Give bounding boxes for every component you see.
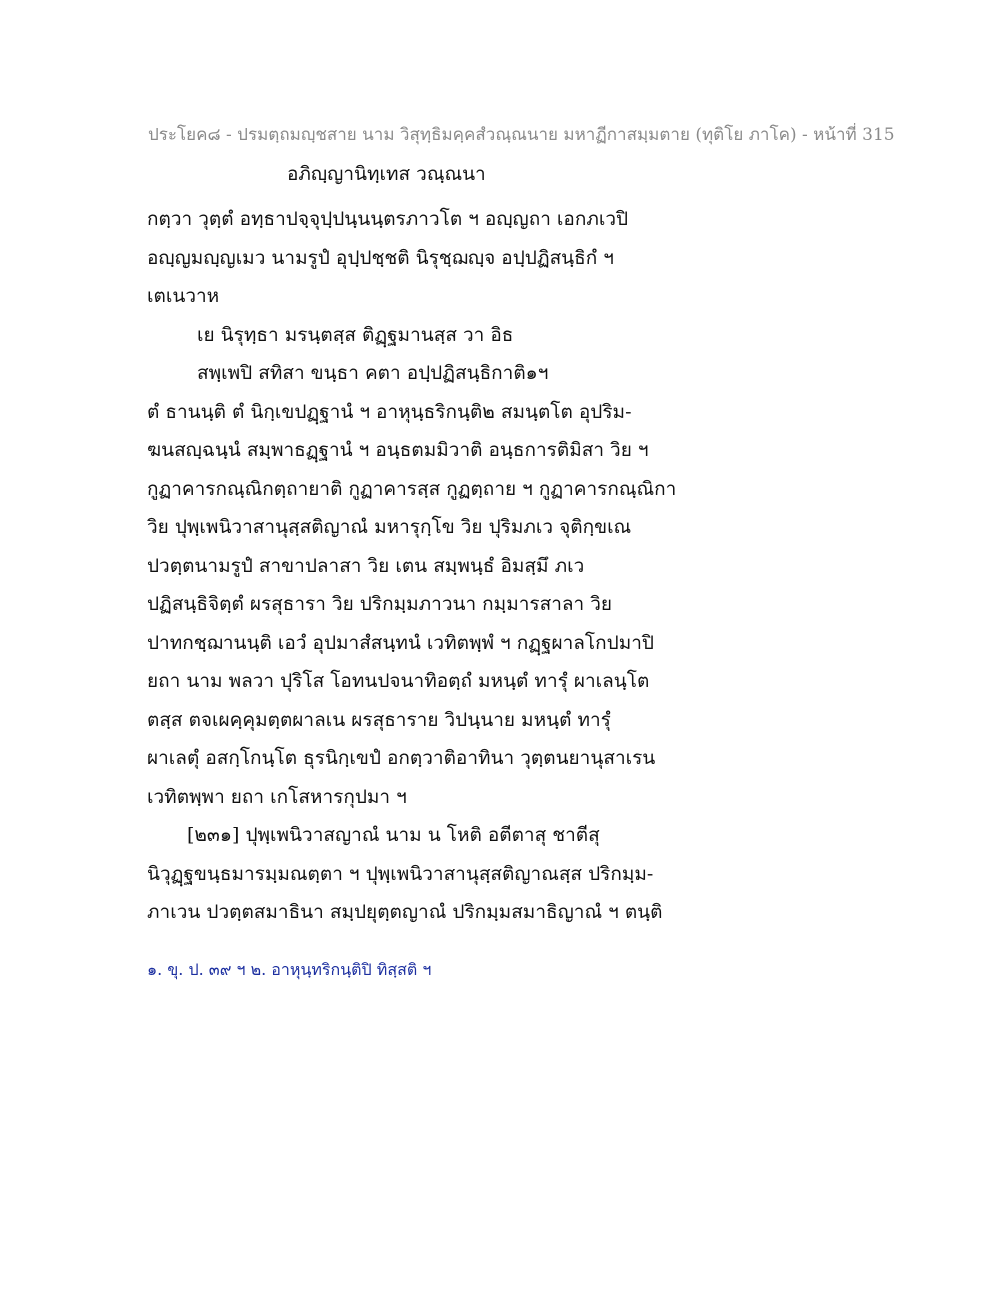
text-line: ตสฺส ตจเผคฺคุมตฺตผาลเน ผรสุธาราย วิปนฺนาย มหนฺตํ ทารุํ — [147, 708, 611, 731]
section-heading: อภิญฺญานิทฺเทส วณฺณนา — [287, 163, 486, 185]
text-line: นิวุฏฺฐขนฺธมารมฺมณตฺตา ฯ ปุพฺเพนิวาสานุสฺสติญาณสฺส ปริกมฺม- — [147, 862, 654, 885]
text-line: กูฏาคารกณฺณิกตฺถายาติ กูฏาคารสฺส กูฏตฺถาย ฯ กูฏาคารกณฺณิกา — [147, 477, 677, 500]
text-line: ตํ ธานนฺติ ตํ นิกฺเขปฏฺฐานํ ฯ อาหุนฺธริกนฺติ๒ สมนฺตโต อุปริม- — [147, 400, 632, 423]
body-text — [147, 200, 707, 932]
text-line: อญฺญมญฺญเมว นามรูปํ อุปฺปชฺชติ นิรุชฺฌญฺจ อปฺปฏิสนฺธิกํ ฯ — [147, 246, 614, 269]
text-line: เตเนวาห — [147, 285, 220, 307]
footnote: ๑. ขุ. ป. ๓๙ ฯ ๒. อาหุนฺทริกนฺติปิ ทิสฺสติ ฯ — [147, 960, 432, 979]
text-line: ปวตฺตนามรูปํ สาขาปลาสา วิย เตน สมฺพนฺธํ อิมสฺมึ ภเว — [147, 554, 585, 577]
text-line: เวทิตพฺพา ยถา เกโสหารกุปมา ฯ — [147, 785, 407, 808]
verse-line: เย นิรุทฺธา มรนฺตสฺส ติฏฺฐมานสฺส วา อิธ — [197, 323, 514, 346]
text-line: ผาเลตุํ อสกฺโกนฺโต ธุรนิกฺเขปํ อกตฺวาติอาทินา วุตฺตนยานุสาเรน — [147, 747, 656, 769]
running-header: ประโยค๘ - ปรมตฺถมญฺชสาย นาม วิสุทฺธิมคฺคสํวณฺณนาย มหาฏีกาสมฺมตาย (ทุติโย ภาโค) - หน้าที่ 315 — [148, 125, 895, 145]
text-line: ฆนสญฺฉนฺนํ สมฺพาธฏฺฐานํ ฯ อนฺธตมมิวาติ อนฺธการติมิสา วิย ฯ — [147, 439, 649, 461]
text-line: ยถา นาม พลวา ปุริโส โอทนปจนาทิอตฺถํ มหนฺตํ ทารุํ ผาเลนฺโต — [147, 670, 650, 692]
text-line: กตฺวา วุตฺตํ อทฺธาปจฺจุปฺปนฺนนฺตรภาวโต ฯ อญฺญถา เอกภเวปิ — [147, 208, 629, 230]
verse-line: สพฺเพปิ สทิสา ขนฺธา คตา อปฺปฏิสนฺธิกาติ๑ฯ — [197, 362, 549, 384]
text-line: ภาเวน ปวตฺตสมาธินา สมฺปยุตฺตญาณํ ปริกมฺมสมาธิญาณํ ฯ ตนฺติ — [147, 901, 663, 923]
text-line: ปาทกชฺฌานนฺติ เอวํ อุปมาสํสนฺทนํ เวทิตพฺพํ ฯ กฏฺฐผาลโกปมาปิ — [147, 631, 654, 654]
paragraph-start-line: [๒๓๑] ปุพฺเพนิวาสญาณํ นาม น โหติ อตีตาสุ ชาตีสุ — [187, 824, 600, 846]
text-line: วิย ปุพฺเพนิวาสานุสฺสติญาณํ มหารุกฺโข วิย ปุริมภเว จุติกฺขเณ — [147, 516, 632, 538]
text-line: ปฏิสนฺธิจิตฺตํ ผรสุธารา วิย ปริกมฺมภาวนา กมฺมารสาลา วิย — [147, 593, 613, 615]
